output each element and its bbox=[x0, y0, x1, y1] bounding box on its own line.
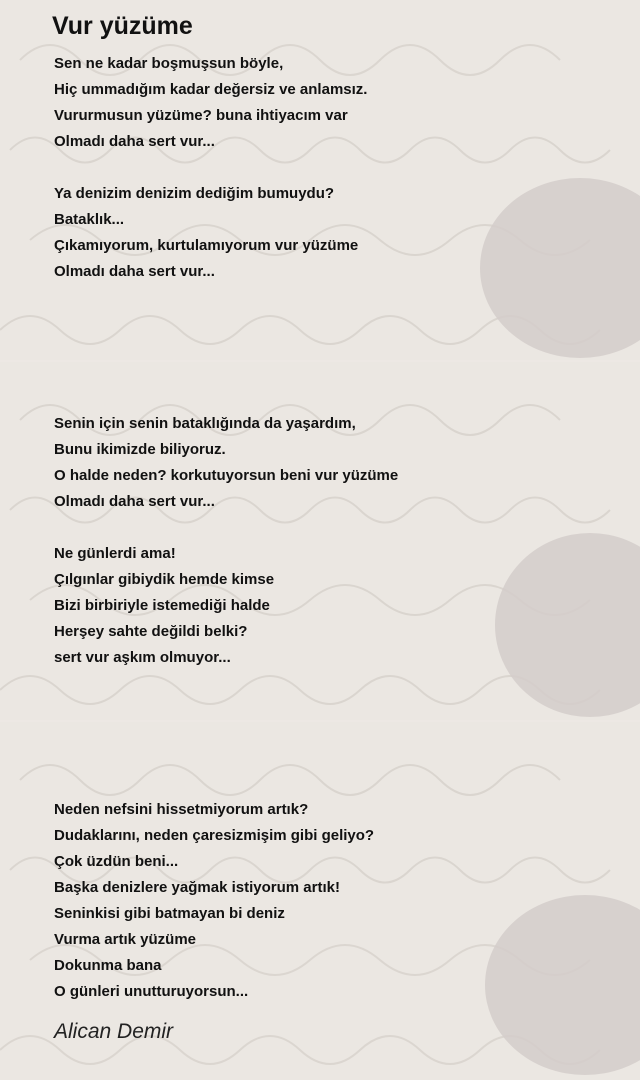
poem-line: Hiç ummadığım kadar değersiz ve anlamsız. bbox=[54, 81, 368, 98]
poem-author: Alican Demir bbox=[54, 1020, 174, 1043]
poem-line: Dudaklarını, neden çaresizmişim gibi geliyo? bbox=[54, 827, 375, 844]
poem-line: O günleri unutturuyorsun... bbox=[54, 983, 249, 1000]
poem-line: Ya denizim denizim dediğim bumuydu? bbox=[54, 185, 335, 202]
poem-line: Vururmusun yüzüme? buna ihtiyacım var bbox=[54, 107, 348, 124]
poem-line: Dokunma bana bbox=[54, 957, 162, 974]
poem-line: Bizi birbiriyle istemediği halde bbox=[54, 597, 270, 614]
poem-line: Seninkisi gibi batmayan bi deniz bbox=[54, 905, 285, 922]
poem-line: Çılgınlar gibiydik hemde kimse bbox=[54, 571, 275, 588]
poem-line: Bataklık... bbox=[54, 211, 125, 228]
poem-line: Olmadı daha sert vur... bbox=[54, 493, 215, 510]
poem-line: Çıkamıyorum, kurtulamıyorum vur yüzüme bbox=[54, 237, 359, 254]
poem-line: Başka denizlere yağmak istiyorum artık! bbox=[54, 879, 340, 896]
poem-line: Olmadı daha sert vur... bbox=[54, 263, 215, 280]
poem-line: Neden nefsini hissetmiyorum artık? bbox=[54, 801, 309, 818]
poem-line: Vurma artık yüzüme bbox=[54, 931, 196, 948]
poem-line: Herşey sahte değildi belki? bbox=[54, 623, 248, 640]
poem-title: Vur yüzüme bbox=[52, 12, 193, 40]
poem-line: Çok üzdün beni... bbox=[54, 853, 179, 870]
poem-line: Bunu ikimizde biliyoruz. bbox=[54, 441, 226, 458]
poem-line: Ne günlerdi ama! bbox=[54, 545, 176, 562]
poem-line: Sen ne kadar boşmuşsun böyle, bbox=[54, 55, 284, 72]
poem-line: sert vur aşkım olmuyor... bbox=[54, 649, 231, 666]
poem-line: Olmadı daha sert vur... bbox=[54, 133, 215, 150]
poem-line: O halde neden? korkutuyorsun beni vur yüzüme bbox=[54, 467, 399, 484]
poem-line: Senin için senin bataklığında da yaşardım, bbox=[54, 415, 356, 432]
